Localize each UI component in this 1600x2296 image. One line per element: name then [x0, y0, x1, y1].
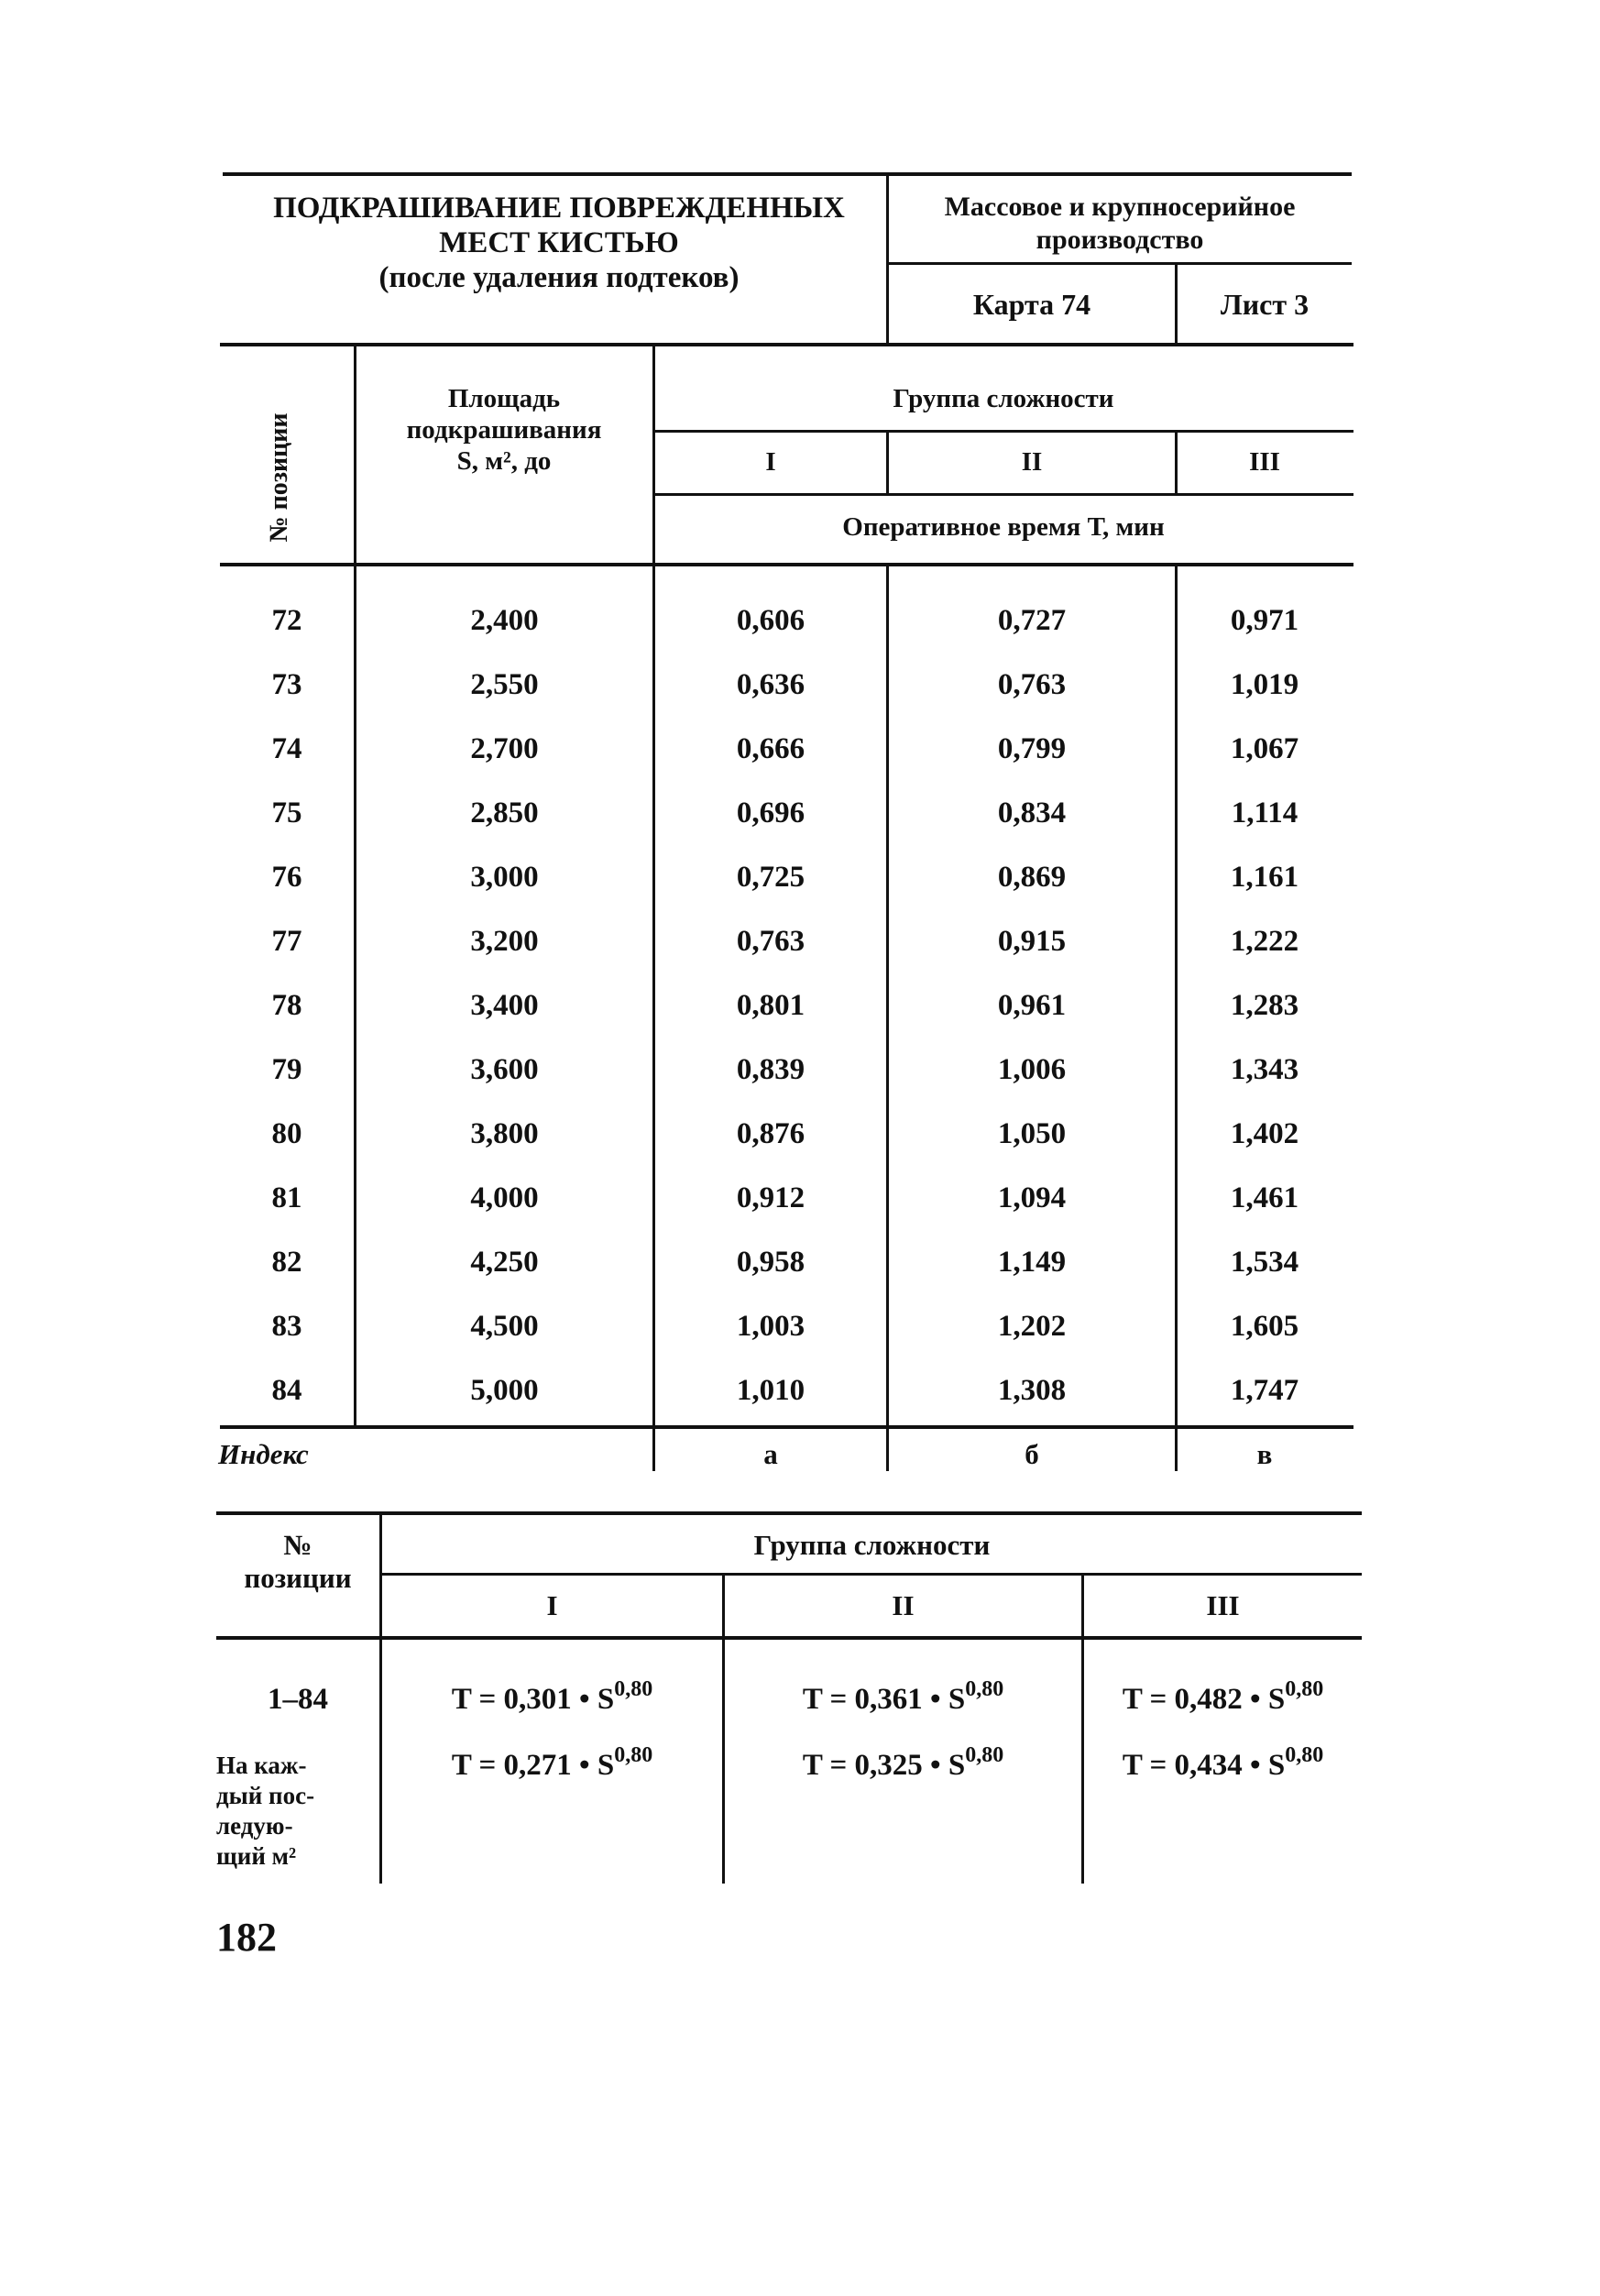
- complexity-group-header: Группа сложности: [893, 384, 1114, 413]
- formula-exponent: 0,80: [614, 1677, 653, 1701]
- area-header-line-1: Площадь: [447, 384, 561, 413]
- formula-complexity-header: Группа сложности: [753, 1529, 991, 1561]
- title-line-2: МЕСТ КИСТЬЮ: [439, 226, 679, 259]
- each-next-line-3: ледую-: [216, 1812, 293, 1840]
- cell-t3: 1,222: [1230, 925, 1299, 958]
- cell-area: 3,200: [470, 925, 539, 958]
- cell-t3: 1,114: [1231, 796, 1299, 829]
- formula-base: T = 0,361 • S: [802, 1683, 966, 1716]
- group-I-header: I: [765, 447, 776, 477]
- formula-group-rule: [382, 1573, 1362, 1576]
- formula-position-line-2: позиции: [244, 1562, 352, 1594]
- cell-area: 2,850: [470, 796, 539, 829]
- table-row: [0, 588, 1600, 653]
- cell-t2: 0,961: [997, 989, 1067, 1022]
- cell-t2: 1,050: [997, 1117, 1067, 1150]
- formula-2-group-III: [1084, 1743, 1362, 1783]
- cell-pos: 73: [271, 668, 302, 701]
- cell-t3: 1,461: [1230, 1181, 1299, 1214]
- cell-t1: 0,876: [736, 1117, 805, 1150]
- formula-range: 1–84: [268, 1683, 328, 1716]
- cell-area: 4,000: [470, 1181, 539, 1214]
- cell-t2: 1,149: [997, 1246, 1067, 1279]
- each-next-line-4: щий м²: [216, 1842, 297, 1870]
- position-header: № позиции: [265, 412, 293, 543]
- area-header-line-2: подкрашивания: [406, 415, 602, 445]
- cell-t3: 1,019: [1230, 668, 1299, 701]
- table-row: [0, 973, 1600, 1038]
- formula-1-group-III: [1084, 1677, 1362, 1717]
- cell-pos: 83: [271, 1310, 302, 1343]
- table-row: [0, 717, 1600, 781]
- cell-area: 2,700: [470, 732, 539, 765]
- table-row: [0, 1102, 1600, 1166]
- title-line-3: (после удаления подтеков): [378, 261, 740, 294]
- cell-area: 3,400: [470, 989, 539, 1022]
- cell-t3: 1,534: [1230, 1246, 1299, 1279]
- table-row: [0, 1166, 1600, 1230]
- cell-t2: 0,869: [997, 861, 1067, 894]
- cell-t2: 1,006: [997, 1053, 1067, 1086]
- cell-pos: 84: [271, 1374, 302, 1407]
- formula-exponent: 0,80: [1285, 1743, 1324, 1767]
- cell-pos: 72: [271, 604, 302, 637]
- formula-base: T = 0,271 • S: [451, 1749, 615, 1782]
- cell-t2: 1,308: [997, 1374, 1067, 1407]
- formula-base: T = 0,482 • S: [1122, 1683, 1286, 1716]
- index-a: а: [763, 1438, 778, 1470]
- cell-t3: 0,971: [1230, 604, 1299, 637]
- groups-rule: [655, 493, 1353, 496]
- cell-t3: 1,283: [1230, 989, 1299, 1022]
- cell-pos: 77: [271, 925, 302, 958]
- cell-t1: 0,696: [736, 796, 805, 829]
- formula-position-line-1: №: [283, 1529, 312, 1561]
- production-line-1: Массовое и крупносерийное: [944, 192, 1296, 222]
- cell-t1: 0,912: [736, 1181, 805, 1214]
- cell-area: 4,250: [470, 1246, 539, 1279]
- formula-header-bottom-rule: [216, 1636, 1362, 1640]
- each-next-line-1: На каж-: [216, 1752, 307, 1779]
- cell-t2: 0,763: [997, 668, 1067, 701]
- cell-t1: 0,801: [736, 989, 805, 1022]
- group-II-header: II: [1021, 447, 1043, 477]
- cell-area: 3,000: [470, 861, 539, 894]
- table-row: [0, 781, 1600, 845]
- cell-t2: 0,727: [997, 604, 1067, 637]
- cell-pos: 81: [271, 1181, 302, 1214]
- formula-exponent: 0,80: [965, 1677, 1004, 1701]
- cell-pos: 79: [271, 1053, 302, 1086]
- cell-t2: 0,834: [997, 796, 1067, 829]
- page-number: 182: [216, 1915, 277, 1960]
- table-row: [0, 845, 1600, 909]
- table-row: [0, 653, 1600, 717]
- formula-group-I: I: [546, 1589, 558, 1621]
- cell-area: 3,600: [470, 1053, 539, 1086]
- index-b: б: [1025, 1438, 1039, 1470]
- table-row: [0, 1294, 1600, 1358]
- cell-t2: 0,915: [997, 925, 1067, 958]
- table-row: [0, 1230, 1600, 1294]
- formula-1-group-I: [382, 1677, 722, 1717]
- cell-t3: 1,747: [1230, 1374, 1299, 1407]
- area-header-line-3: S, м², до: [456, 446, 552, 476]
- title-block: [229, 191, 889, 295]
- cell-pos: 75: [271, 796, 302, 829]
- formula-base: T = 0,325 • S: [802, 1749, 966, 1782]
- header-bottom-rule: [220, 563, 1353, 566]
- group-III-header: III: [1249, 447, 1280, 477]
- cell-t2: 0,799: [997, 732, 1067, 765]
- cell-t3: 1,605: [1230, 1310, 1299, 1343]
- production-line-2: производство: [1036, 225, 1204, 255]
- formula-group-II: II: [892, 1589, 915, 1621]
- cell-t1: 1,003: [736, 1310, 805, 1343]
- title-top-rule: [223, 172, 1352, 176]
- cell-t3: 1,067: [1230, 732, 1299, 765]
- cell-area: 3,800: [470, 1117, 539, 1150]
- table-row: [0, 1038, 1600, 1102]
- sheet-number: Лист 3: [1220, 288, 1310, 321]
- each-next-label: [216, 1751, 378, 1872]
- production-type: [891, 191, 1349, 257]
- cell-t3: 1,343: [1230, 1053, 1299, 1086]
- formula-exponent: 0,80: [614, 1743, 653, 1767]
- formula-2-group-I: [382, 1743, 722, 1783]
- cell-area: 2,400: [470, 604, 539, 637]
- each-next-line-2: дый пос-: [216, 1782, 315, 1809]
- table-row: [0, 909, 1600, 973]
- cell-area: 5,000: [470, 1374, 539, 1407]
- cell-t1: 0,958: [736, 1246, 805, 1279]
- area-header: [356, 383, 652, 477]
- group-header-rule: [655, 430, 1353, 433]
- index-label: Индекс: [218, 1438, 309, 1470]
- index-c: в: [1256, 1438, 1273, 1470]
- cell-t1: 0,839: [736, 1053, 805, 1086]
- cell-t1: 1,010: [736, 1374, 805, 1407]
- cell-pos: 78: [271, 989, 302, 1022]
- cell-t2: 1,094: [997, 1181, 1067, 1214]
- cell-area: 2,550: [470, 668, 539, 701]
- cell-pos: 80: [271, 1117, 302, 1150]
- cell-t3: 1,161: [1230, 861, 1299, 894]
- formula-base: T = 0,301 • S: [451, 1683, 615, 1716]
- card-number: Карта 74: [972, 288, 1091, 321]
- cell-t1: 0,606: [736, 604, 805, 637]
- cell-pos: 74: [271, 732, 302, 765]
- cell-pos: 76: [271, 861, 302, 894]
- production-rule: [889, 262, 1352, 265]
- cell-t1: 0,636: [736, 668, 805, 701]
- header-top-rule: [220, 343, 1353, 346]
- title-line-1: ПОДКРАШИВАНИЕ ПОВРЕЖДЕННЫХ: [273, 192, 845, 225]
- formula-base: T = 0,434 • S: [1122, 1749, 1286, 1782]
- cell-pos: 82: [271, 1246, 302, 1279]
- cell-t3: 1,402: [1230, 1117, 1299, 1150]
- formula-exponent: 0,80: [1285, 1677, 1324, 1701]
- formula-exponent: 0,80: [965, 1743, 1004, 1767]
- cell-t1: 0,666: [736, 732, 805, 765]
- body-bottom-rule: [220, 1425, 1353, 1429]
- cell-t1: 0,725: [736, 861, 805, 894]
- operative-time-header: Оперативное время Т, мин: [842, 512, 1165, 542]
- cell-t1: 0,763: [736, 925, 805, 958]
- table-row: [0, 1358, 1600, 1423]
- cell-area: 4,500: [470, 1310, 539, 1343]
- formula-2-group-II: [725, 1743, 1081, 1783]
- cell-t2: 1,202: [997, 1310, 1067, 1343]
- formula-position-header: [216, 1529, 379, 1595]
- formula-group-III: III: [1206, 1589, 1240, 1621]
- formula-top-rule: [216, 1511, 1362, 1515]
- formula-1-group-II: [725, 1677, 1081, 1717]
